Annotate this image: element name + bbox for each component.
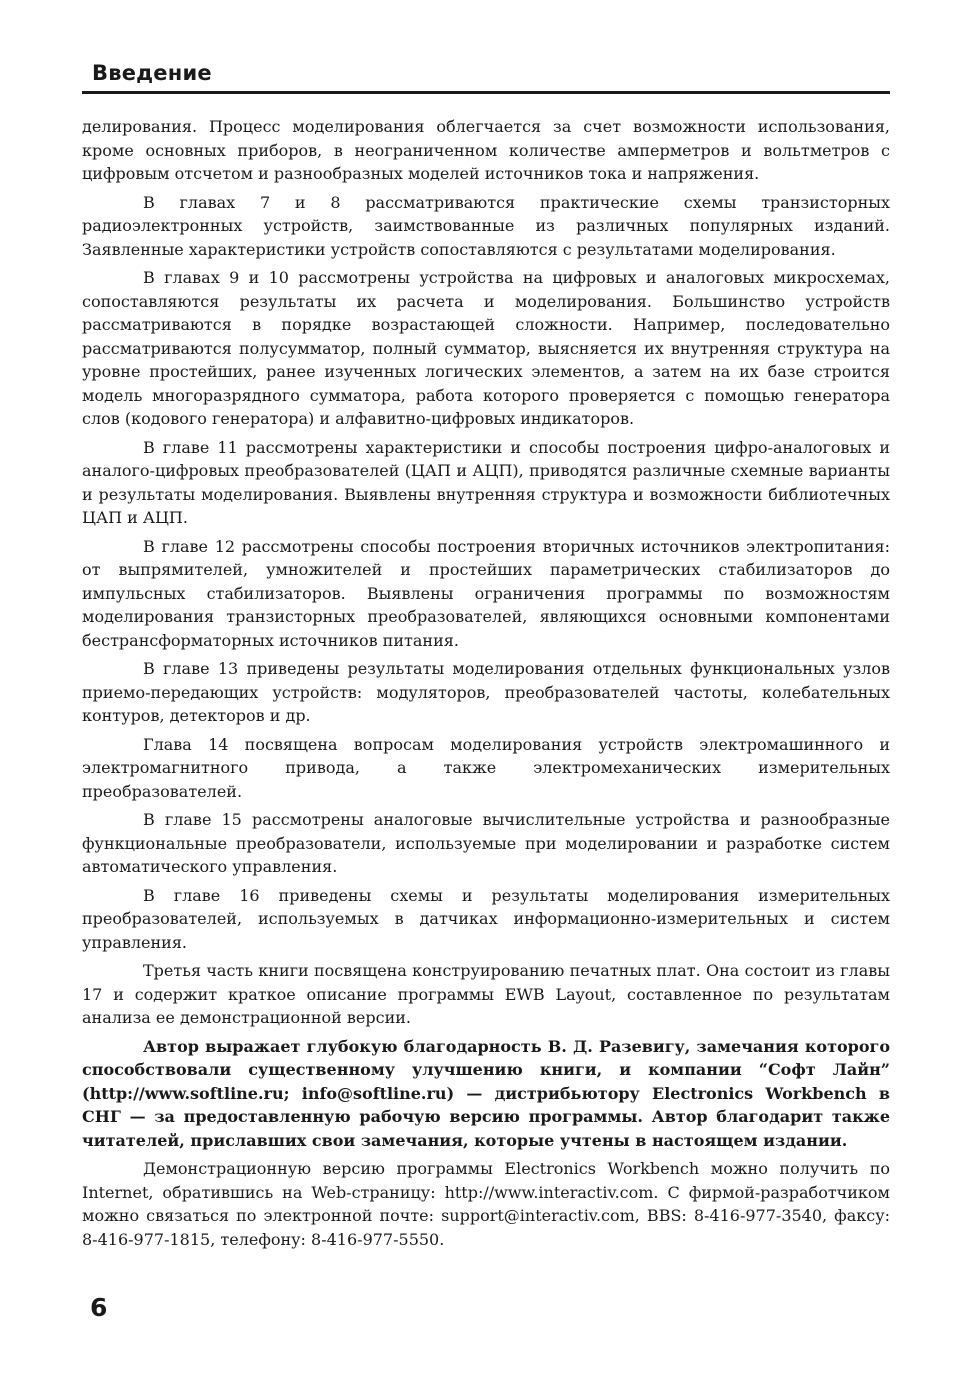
paragraph-demo-version: Демонстрационную версию программы Electronics Workbench можно получить по Internet, обратившись на Web-страницу: http://www.interactiv.com. С фирмой-разработчиком можно связаться по электронной почте: support@interactiv.com, BBS: 8-416-977-3540, факсу: 8-416-977-1815, телефону: 8-416-977-5550.: [82, 1159, 890, 1249]
paragraph-chapters-7-8: В главах 7 и 8 рассматриваются практические схемы транзисторных радиоэлектронных устройств, заимствованные из различных популярных изданий. Заявленные характеристики устройств сопоставляются с результатами моделирования.: [82, 192, 890, 259]
header-divider: [82, 91, 890, 94]
paragraph-chapter-13: В главе 13 приведены результаты моделирования отдельных функциональных узлов приемо-передающих устройств: модуляторов, преобразователей частоты, колебательных контуров, детекторов и др.: [82, 659, 890, 725]
paragraph-chapter-11: В главе 11 рассмотрены характеристики и способы построения цифро-аналоговых и аналого-цифровых преобразователей (ЦАП и АЦП), приводятся различные схемные варианты и результаты моделирования. Выявлены внутренняя структура и возможности библиотечных ЦАП и АЦП.: [82, 437, 890, 527]
page-number: 6: [90, 1293, 108, 1322]
paragraph-acknowledgements: Автор выражает глубокую благодарность В. Д. Разевигу, замечания которого способствовали существенному улучшению книги, и компании “Софт Лайн” (http://www.softline.ru; info@softline.ru) — дистрибьютору Electronics Workbench в СНГ — за предоставленную рабочую версию программы. Автор благодарит также читателей, приславших свои замечания, которые учтены в настоящем издании.: [82, 1036, 890, 1150]
section-title: Введение: [92, 61, 212, 85]
paragraph-chapter-15: В главе 15 рассмотрены аналоговые вычислительные устройства и разнообразные функциональные преобразователи, используемые при моделировании и разработке систем автоматического управления.: [82, 810, 890, 876]
body-text: [82, 115, 890, 1251]
paragraph-chapter-12: В главе 12 рассмотрены способы построения вторичных источников электропитания: от выпрямителей, умножителей и простейших параметрических стабилизаторов до импульсных стабилизаторов. Выявлены ограничения программы по возможностям моделирования транзисторных преобразователей, являющихся основными компонентами бестрансформаторных источников питания.: [82, 536, 890, 650]
paragraph-chapter-14: Глава 14 посвящена вопросам моделирования устройств электромашинного и электромагнитного привода, а также электромеханических измерительных преобразователей.: [82, 734, 890, 801]
paragraph-chapter-16: В главе 16 приведены схемы и результаты моделирования измерительных преобразователей, используемых в датчиках информационно-измерительных и систем управления.: [82, 885, 890, 952]
paragraph-part-three: Третья часть книги посвящена конструированию печатных плат. Она состоит из главы 17 и содержит краткое описание программы EWB Layout, составленное по результатам анализа ее демонстрационной версии.: [82, 961, 890, 1027]
paragraph-continuation: делирования. Процесс моделирования облегчается за счет возможности использования, кроме основных приборов, в неограниченном количестве амперметров и вольтметров с цифровым отсчетом и разнообразных моделей источников тока и напряжения.: [82, 117, 890, 183]
paragraph-chapters-9-10: В главах 9 и 10 рассмотрены устройства на цифровых и аналоговых микросхемах, сопоставляются результаты их расчета и моделирования. Большинство устройств рассматриваются в порядке возрастающей сложности. Например, последовательно рассматриваются полусумматор, полный сумматор, выясняется их внутренняя структура на уровне простейших, ранее изученных логических элементов, а затем на их базе строится модель многоразрядного сумматора, работа которого проверяется с помощью генератора слов (кодового генератора) и алфавитно-цифровых индикаторов.: [82, 268, 890, 428]
book-page: [82, 58, 890, 1256]
